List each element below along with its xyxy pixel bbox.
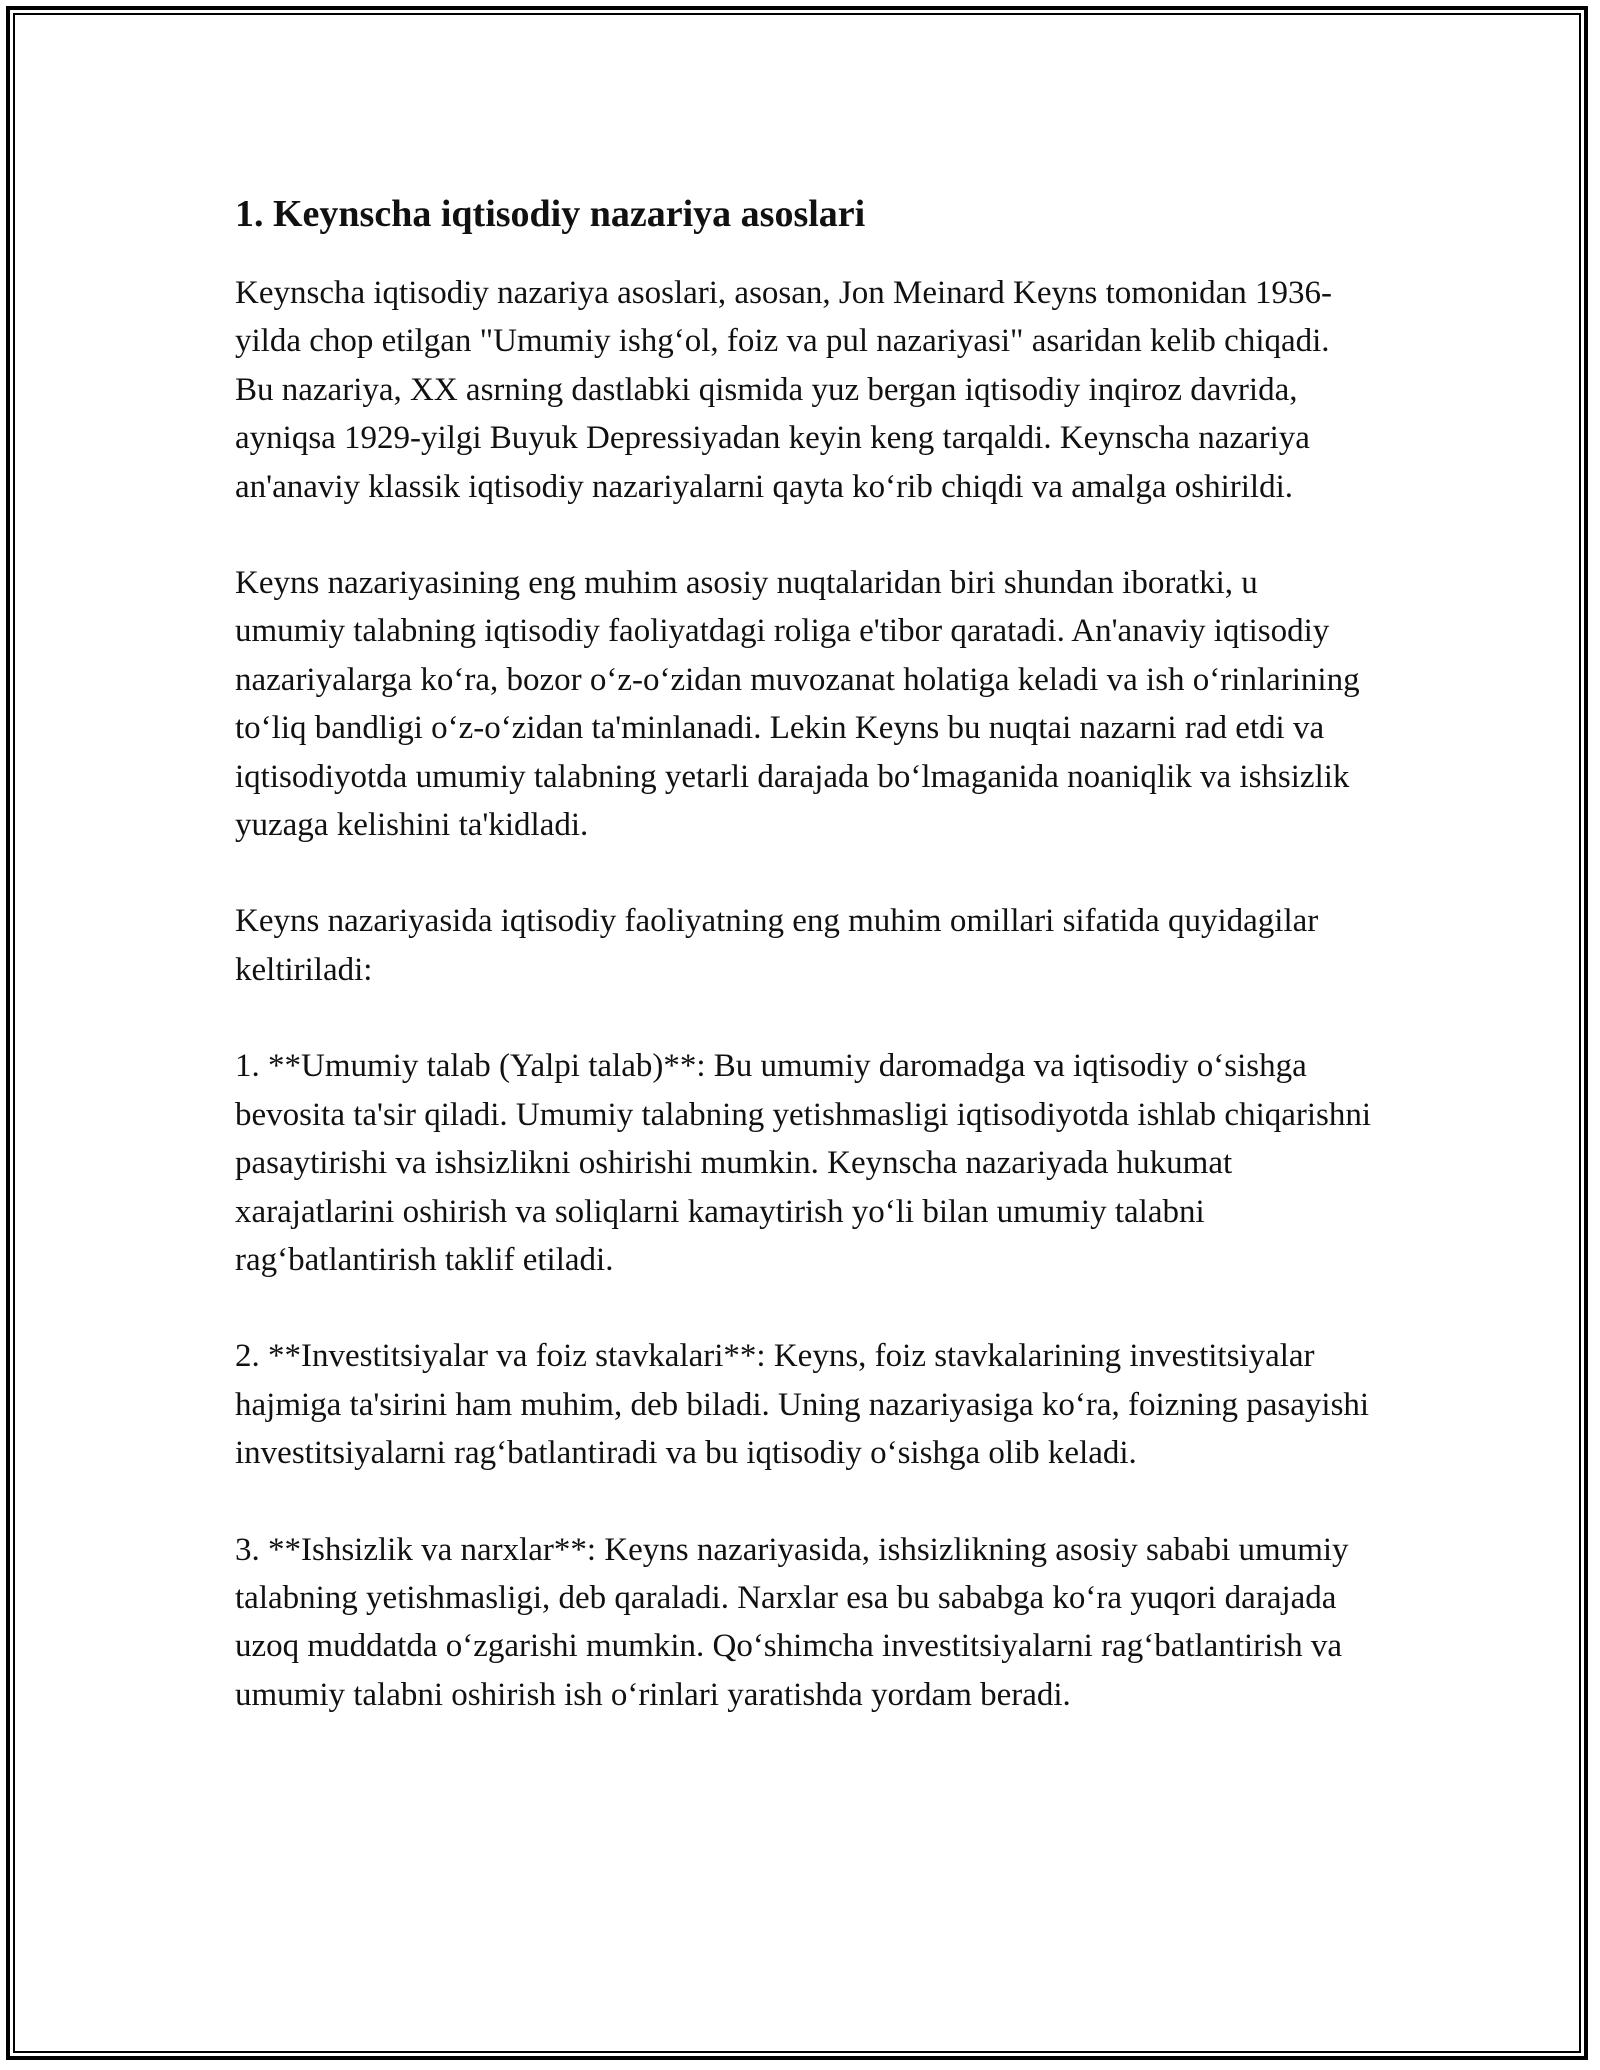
paragraph-aggregate-demand: Keyns nazariyasining eng muhim asosiy nuqtalaridan biri shundan iboratki, u umumiy talabning iqtisodiy faoliyatdagi roliga e'tibor qaratadi. An'anaviy iqtisodiy nazariyalarga ko‘ra, bozor o‘z-o‘zidan muvozanat holatiga keladi va ish o‘rinlarining to‘liq bandligi o‘z-o‘zidan ta'minlanadi. Lekin Keyns bu nuqtai nazarni rad etdi va iqtisodiyotda umumiy talabning yetarli darajada bo‘lmaganida noaniqlik va ishsizlik yuzaga kelishini ta'kidladi. bbox=[235, 565, 1360, 844]
list-item-2: 2. **Investitsiyalar va foiz stavkalari**: Keyns, foiz stavkalarining investitsiyalar hajmiga ta'sirini ham muhim, deb biladi. Uning nazariyasiga ko‘ra, foizning pasayishi investitsiyalarni rag‘batlantiradi va bu iqtisodiy o‘sishga olib keladi. bbox=[235, 1338, 1370, 1472]
list-item-3: 3. **Ishsizlik va narxlar**: Keyns nazariyasida, ishsizlikning asosiy sababi umumiy talabning yetishmasligi, deb qaraladi. Narxlar esa bu sababga ko‘ra yuqori darajada uzoq muddatda o‘zgarishi mumkin. Qo‘shimcha investitsiyalarni rag‘batlantirish va umumiy talabni oshirish ish o‘rinlari yaratishda yordam beradi. bbox=[235, 1531, 1349, 1713]
section-heading: 1. Keynscha iqtisodiy nazariya asoslari bbox=[235, 193, 866, 235]
document-body bbox=[235, 185, 1375, 1767]
list-item-1: 1. **Umumiy talab (Yalpi talab)**: Bu umumiy daromadga va iqtisodiy o‘sishga bevosita ta'sir qiladi. Umumiy talabning yetishmasligi iqtisodiyotda ishlab chiqarishni pasaytirishi va ishsizlikni oshirishi mumkin. Keynscha nazariyada hukumat xarajatlarini oshirish va soliqlarni kamaytirish yo‘li bilan umumiy talabni rag‘batlantirish taklif etiladi. bbox=[235, 1048, 1372, 1278]
paragraph-intro: Keynscha iqtisodiy nazariya asoslari, asosan, Jon Meinard Keyns tomonidan 1936-yilda chop etilgan "Umumiy ishg‘ol, foiz va pul nazariyasi" asaridan kelib chiqadi. Bu nazariya, XX asrning dastlabki qismida yuz bergan iqtisodiy inqiroz davrida, ayniqsa 1929-yilgi Buyuk Depressiyadan keyin keng tarqaldi. Keynscha nazariya an'anaviy klassik iqtisodiy nazariyalarni qayta ko‘rib chiqdi va amalga oshirildi. bbox=[235, 275, 1333, 505]
paragraph-factors-intro: Keyns nazariyasida iqtisodiy faoliyatning eng muhim omillari sifatida quyidagilar keltiriladi: bbox=[235, 903, 1319, 988]
